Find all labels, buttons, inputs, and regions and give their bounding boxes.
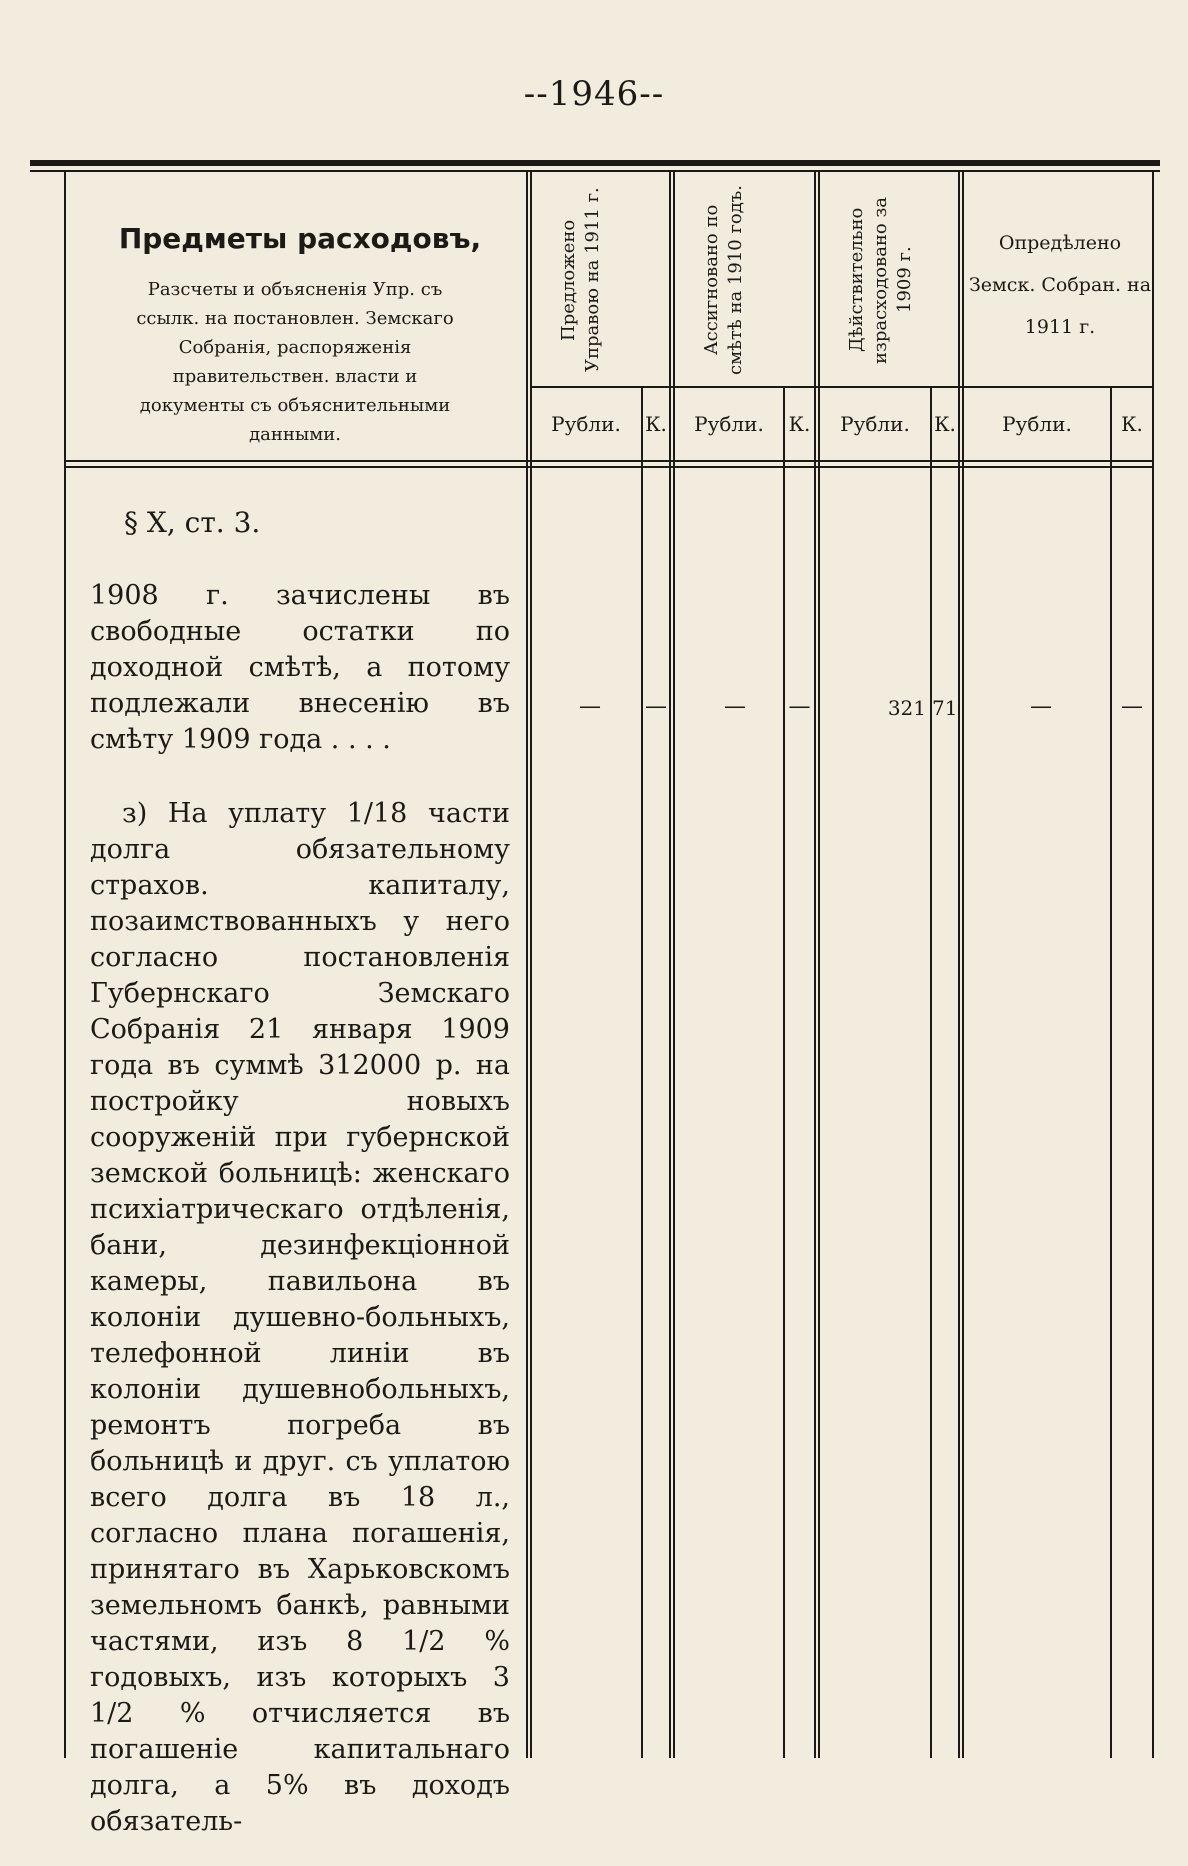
value-assigned-rubles: —: [724, 694, 746, 719]
column-title-expenses: Предметы расходовъ,: [118, 222, 482, 255]
unit-kopecks: К.: [788, 412, 811, 436]
unit-kopecks: К.: [1121, 412, 1143, 436]
value-spent-rubles: 321: [887, 696, 926, 720]
paragraph-free-balances: 1908 г. зачислены въ свободные остатки по доходной смѣтѣ, а потому подлежали внесенію въ смѣту 1909 года . . . .: [90, 580, 510, 755]
top-rule-thin: [30, 170, 1160, 172]
unit-kopecks: К.: [645, 412, 667, 436]
value-determined-kopecks: —: [1121, 694, 1143, 719]
value-proposed-rubles: —: [579, 694, 601, 719]
top-rule: [30, 160, 1160, 166]
unit-rubles: Рубли.: [694, 412, 764, 436]
column-header-determined: Опредѣлено Земск. Собран. на 1911 г.: [968, 232, 1152, 338]
column-header-assigned: Ассигновано по смѣтѣ на 1910 годъ.: [701, 185, 746, 375]
section-heading: § X, ст. 3.: [124, 506, 261, 539]
paragraph-debt-payment: з) На уплату 1/18 части долга обязательному страхов. капиталу, позаимствованныхъ у него согласно постановленія Губернскаго Земскаго Собранія 21 января 1909 года въ суммѣ 312000 р. на постройку новыхъ сооруженій при губернской земской больницѣ: женскаго психіатрическаго отдѣленія, бани, дезинфекціонной камеры, павильона въ колоніи душевно-больныхъ, телефонной линіи въ колоніи душевнобольныхъ, ремонтъ погреба въ больницѣ и друг. съ уплатою всего долга въ 18 л., согласно плана погашенія, принятаго въ Харьковскомъ земельномъ банкѣ, равными частями, изъ 8 1/2 % годовыхъ, изъ которыхъ 3 1/2 % отчисляется въ погашеніе капитальнаго долга, а 5% въ доходъ обязатель-: [90, 798, 510, 1837]
unit-rubles: Рубли.: [1002, 412, 1072, 436]
column-header-proposed: Предложено Управою на 1911 г.: [558, 187, 603, 373]
value-spent-kopecks: 71: [932, 696, 958, 720]
unit-rubles: Рубли.: [840, 412, 910, 436]
page-number: --1946--: [523, 74, 665, 114]
value-assigned-kopecks: —: [788, 694, 811, 719]
column-header-spent: Дѣйствительно израсходовано за 1909 г.: [846, 196, 915, 364]
unit-rubles: Рубли.: [551, 412, 621, 436]
unit-kopecks: К.: [934, 412, 956, 436]
value-determined-rubles: —: [1030, 694, 1052, 719]
column-description: Разсчеты и объясненія Упр. съ ссылк. на постановлен. Земскаго Собранія, распоряженія правительствен. власти и документы съ объяснительными данными.: [136, 279, 454, 445]
value-proposed-kopecks: —: [645, 694, 667, 719]
